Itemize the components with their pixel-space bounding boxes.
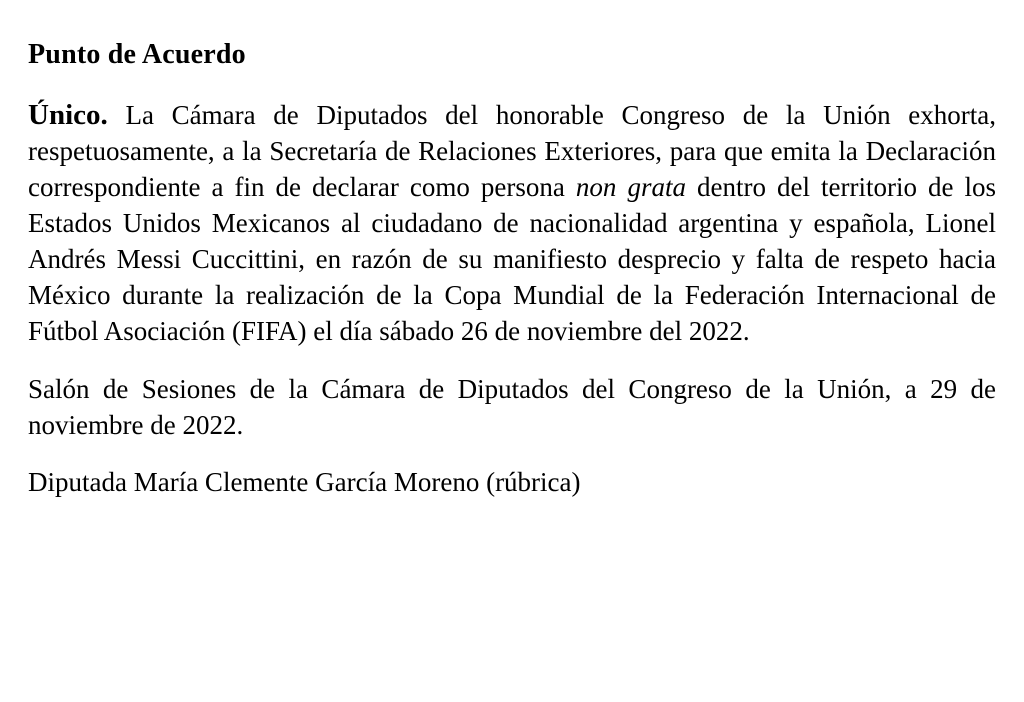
resolution-text-part-1: La Cámara de Diputados del honorable Congreso de la Unión exhorta, respetuosamente, a la Secretaría de Relaciones Exteriores, para que emita la Declaración correspondiente a fin de declarar como persona xyxy=(28,99,996,203)
signature-line: Diputada María Clemente García Moreno (rúbrica) xyxy=(28,467,581,498)
resolution-italic-phrase: non grata xyxy=(575,172,686,203)
page-title: Punto de Acuerdo xyxy=(28,39,246,70)
resolution-lead-label: Único. xyxy=(28,98,108,131)
closing-paragraph: Salón de Sesiones de la Cámara de Diputados del Congreso de la Unión, a 29 de noviembre de 2022. xyxy=(28,373,996,440)
resolution-paragraph xyxy=(28,96,996,350)
resolution-text-part-2: dentro del territorio de los Estados Unidos Mexicanos al ciudadano de nacionalidad argentina y española, Lionel Andrés Messi Cuccittini, en razón de su manifiesto desprecio y falta de respeto hacia México durante la realización de la Copa Mundial de la Federación Internacional de Fútbol Asociación (FIFA) el día sábado 26 de noviembre del 2022. xyxy=(28,172,997,346)
